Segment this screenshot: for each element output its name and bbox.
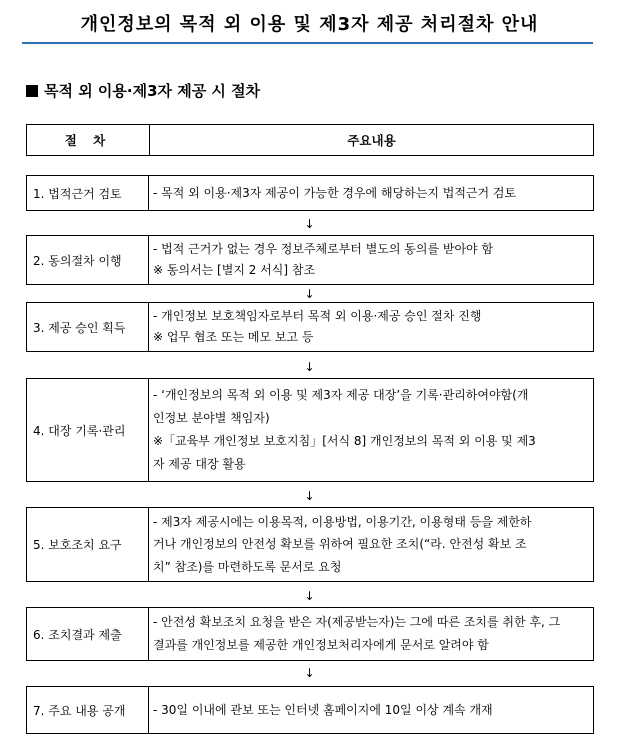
step-name: 3. 제공 승인 획득 — [27, 303, 149, 351]
step-row — [26, 378, 594, 482]
step-name: 2. 동의절차 이행 — [27, 236, 149, 284]
step-line: - 개인정보 보호책임자로부터 목적 외 이용·제공 승인 절차 진행 — [153, 309, 482, 323]
down-arrow-icon: ↓ — [304, 217, 315, 231]
step-line: 자 제공 대장 활용 — [153, 457, 246, 471]
step-description — [149, 508, 593, 581]
step-row — [26, 507, 594, 582]
step-description — [149, 176, 593, 210]
step-line: 치” 참조)를 마련하도록 문서로 요청 — [153, 559, 342, 574]
step-name: 4. 대장 기록·관리 — [27, 379, 149, 481]
step-name: 6. 조치결과 제출 — [27, 608, 149, 660]
down-arrow-icon: ↓ — [304, 360, 315, 374]
step-description — [149, 379, 593, 481]
down-arrow-icon: ↓ — [304, 489, 315, 503]
step-description — [149, 608, 593, 660]
step-line: 인정보 분야별 책임자) — [153, 411, 270, 425]
step-description — [149, 236, 593, 284]
header-procedure: 절 차 — [27, 125, 150, 155]
down-arrow-icon: ↓ — [304, 589, 315, 603]
title-underline — [22, 42, 593, 44]
step-line: - 30일 이내에 관보 또는 인터넷 홈페이지에 10일 이상 계속 개재 — [153, 702, 493, 717]
step-line: - ‘개인정보의 목적 외 이용 및 제3자 제공 대장’을 기록·관리하여야함(개 — [153, 388, 529, 402]
step-name: 7. 주요 내용 공개 — [27, 687, 149, 733]
step-line: - 안전성 확보조치 요청을 받은 자(제공받는자)는 그에 따른 조치를 취한 후, 그 — [153, 615, 561, 629]
step-line: - 목적 외 이용·제3자 제공이 가능한 경우에 해당하는지 법적근거 검토 — [153, 185, 517, 200]
step-line: ※ 업무 협조 또는 메모 보고 등 — [153, 330, 314, 344]
step-line: 결과를 개인정보를 제공한 개인정보처리자에게 문서로 알려야 함 — [153, 638, 489, 652]
square-bullet-icon — [26, 85, 38, 97]
section-heading — [26, 80, 260, 101]
down-arrow-icon: ↓ — [304, 287, 315, 301]
down-arrow-icon: ↓ — [304, 666, 315, 680]
step-row — [26, 607, 594, 661]
page-title: 개인정보의 목적 외 이용 및 제3자 제공 처리절차 안내 — [80, 14, 539, 35]
step-description — [149, 687, 593, 733]
step-line: - 제3자 제공시에는 이용목적, 이용방법, 이용기간, 이용형태 등을 제한하 — [153, 515, 532, 529]
step-line: ※「교육부 개인정보 보호지침」[서식 8] 개인정보의 목적 외 이용 및 제3 — [153, 434, 536, 448]
header-main-content: 주요내용 — [347, 133, 396, 148]
table-header — [26, 124, 594, 156]
step-row — [26, 686, 594, 734]
step-description — [149, 303, 593, 351]
step-line: ※ 동의서는 [별지 2 서식] 참조 — [153, 263, 316, 277]
step-row — [26, 302, 594, 352]
step-name: 1. 법적근거 검토 — [27, 176, 149, 210]
step-line: - 법적 근거가 없는 경우 정보주체로부터 별도의 동의를 받아야 함 — [153, 242, 494, 256]
step-name: 5. 보호조치 요구 — [27, 508, 149, 581]
step-row — [26, 175, 594, 211]
step-row — [26, 235, 594, 285]
step-line: 거나 개인정보의 안전성 확보를 위하여 필요한 조치(“라. 안전성 확보 조 — [153, 537, 527, 552]
section-heading-text: 목적 외 이용·제3자 제공 시 절차 — [44, 82, 261, 100]
